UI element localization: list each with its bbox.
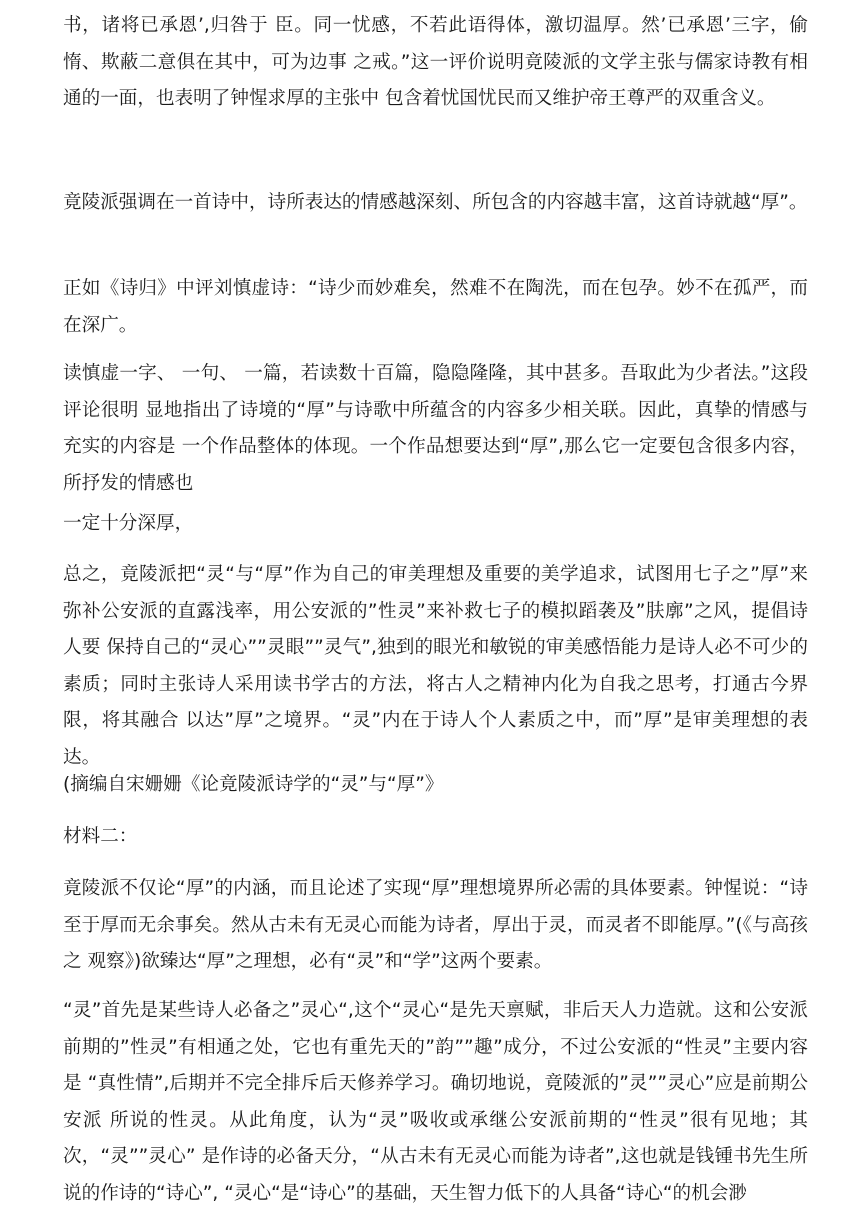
paragraph-7: 竟陵派不仅论“厚”的内涵，而且论述了实现“厚”理想境界所必需的具体要素。钟惺说：“诗 至于厚而无余事矣。然从古未有无灵心而能为诗者，厚出于灵，而灵者不即能厚。”(《与高孩之 观察》)欲臻达“厚”之理想，必有“灵”和“学”这两个要素。 — [63, 878, 808, 972]
section-heading: 材料二： — [63, 826, 138, 847]
paragraph-5: 一定十分深厚， — [63, 513, 194, 534]
paragraph-2: 竟陵派强调在一首诗中，诗所表达的情感越深刻、所包含的内容越丰富，这首诗就越“厚”。 — [63, 192, 808, 213]
paragraph-6: 总之，竟陵派把“灵“与“厚”作为自己的审美理想及重要的美学追求，试图用七子之”厚”来弥补公安派的直露浅率，用公安派的”性灵”来补救七子的模拟蹈袭及”肤廓”之风，提倡诗人要 保持自己的“灵心””灵眼””灵气”,独到的眼光和敏锐的审美感悟能力是诗人必不可少的素质；同时主张诗人采用读书学古的方法，将古人之精神内化为自我之思考，打通古今界限，将其融合 以达”厚”之境界。“灵”内在于诗人个人素质之中，而”厚”是审美理想的表达。 — [63, 564, 808, 768]
source-citation: (摘编自宋姗姗《论竟陵派诗学的“灵”与“厚”》 — [63, 774, 444, 795]
paragraph-4: 读慎虚一字、 一句、 一篇，若读数十百篇，隐隐隆隆，其中甚多。吾取此为少者法。”这段评论很明 显地指出了诗境的“厚”与诗歌中所蕴含的内容多少相关联。因此，真挚的情感与充实的内容是 一个作品整体的体现。一个作品想要达到“厚”,那么它一定要包含很多内容，所抒发的情感也 — [63, 363, 808, 494]
paragraph-1: 书，诸将已承恩’,归咎于 臣。同一忧感，不若此语得体，激切温厚。然’已承恩’三字，偷惰、欺蔽二意俱在其中，可为边事 之戒。”这一评价说明竟陵派的文学主张与儒家诗教有相通的一面，也表明了钟惺求厚的主张中 包含着忧国忧民而又维护帝王尊严的双重含义。 — [63, 15, 808, 109]
paragraph-3: 正如《诗归》中评刘慎虚诗：“诗少而妙难矣，然难不在陶洗，而在包孕。妙不在孤严，而在深广。 — [63, 278, 808, 336]
paragraph-8: “灵”首先是某些诗人必备之”灵心“,这个“灵心“是先天禀赋，非后天人力造就。这和公安派前期的”性灵”有相通之处，它也有重先天的”韵””趣”成分，不过公安派的“性灵”主要内容是 “真性情”,后期并不完全排斥后天修养学习。确切地说，竟陵派的”灵””灵心”应是前期公安派 所说的性灵。从此角度，认为“灵”吸收或承继公安派前期的“性灵”很有见地；其次，“灵””灵心” 是作诗的必备天分，“从古未有无灵心而能为诗者”,这也就是钱锺书先生所说的作诗的“诗心”, “灵心“是“诗心”的基础，天生智力低下的人具备“诗心“的机会渺 — [63, 1000, 808, 1204]
